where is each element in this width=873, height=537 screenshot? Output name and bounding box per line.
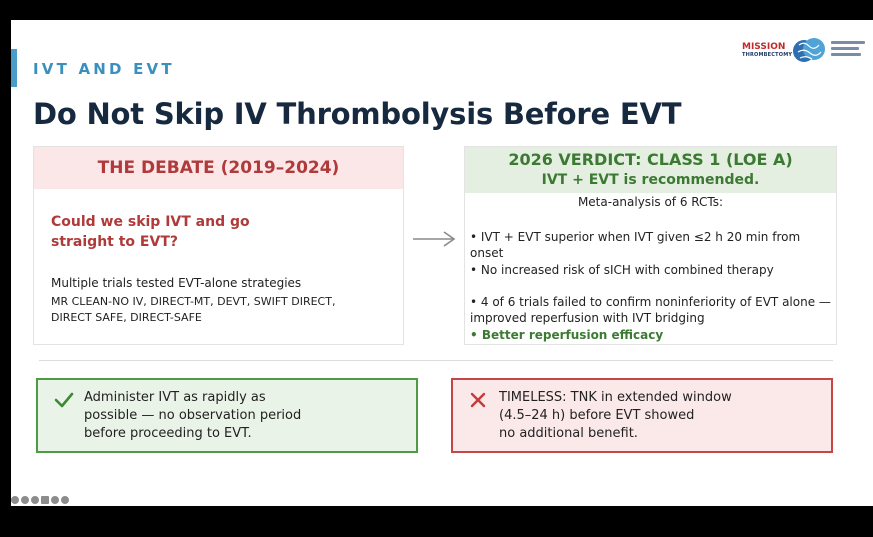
timeless-line: no additional benefit. — [499, 426, 638, 441]
prev-slide-icon[interactable] — [11, 496, 19, 504]
verdict-bullet-highlight: • Better reperfusion efficacy — [470, 328, 664, 342]
recommendation-line: possible — no observation period — [84, 408, 302, 423]
logo — [742, 32, 868, 72]
verdict-bullet-line: • 4 of 6 trials failed to confirm noninferiority of EVT alone — — [470, 295, 831, 309]
page-title: Do Not Skip IV Thrombolysis Before EVT — [33, 97, 682, 131]
logo-tagline — [831, 41, 867, 61]
verdict-bullet: • No increased risk of sICH with combined therapy — [470, 263, 774, 277]
more-options-icon[interactable] — [51, 496, 59, 504]
slides-grid-icon[interactable] — [41, 496, 49, 504]
debate-body: Multiple trials tested EVT-alone strategies — [51, 276, 302, 290]
trials-line: MR CLEAN-NO IV, DIRECT-MT, DEVT, SWIFT DIRECT, — [51, 295, 336, 308]
debate-trials — [51, 294, 391, 326]
verdict-bullet — [470, 229, 832, 261]
recommendation-line: before proceeding to EVT. — [84, 426, 252, 441]
debate-question — [51, 212, 250, 252]
verdict-subtitle: IVT + EVT is recommended. — [541, 172, 760, 188]
debate-question-line: straight to EVT? — [51, 234, 178, 250]
arrow-right-icon — [411, 230, 457, 248]
logo-sub: THROMBECTOMY — [742, 52, 793, 58]
verdict-title: 2026 VERDICT: CLASS 1 (LOE A) — [508, 150, 793, 169]
timeless-text — [499, 389, 732, 443]
brain-logo-icon — [790, 33, 828, 69]
timeless-line: (4.5–24 h) before EVT showed — [499, 408, 695, 423]
slide — [11, 20, 873, 506]
zoom-icon[interactable] — [31, 496, 39, 504]
next-slide-icon[interactable] — [61, 496, 69, 504]
trials-line: DIRECT SAFE, DIRECT-SAFE — [51, 311, 202, 324]
close-icon — [469, 391, 487, 409]
timeless-box — [451, 378, 833, 453]
recommendation-line: Administer IVT as rapidly as — [84, 390, 266, 405]
accent-bar — [11, 49, 17, 87]
debate-panel — [33, 146, 404, 345]
verdict-bullet-line: improved reperfusion with IVT bridging — [470, 311, 705, 325]
divider — [39, 360, 833, 361]
verdict-header — [465, 147, 836, 193]
section-label: IVT AND EVT — [33, 60, 175, 78]
timeless-line: TIMELESS: TNK in extended window — [499, 390, 732, 405]
logo-name: MISSION — [742, 42, 786, 52]
pen-icon[interactable] — [21, 496, 29, 504]
recommendation-text — [84, 389, 301, 443]
debate-question-line: Could we skip IVT and go — [51, 214, 250, 230]
meta-analysis-title: Meta-analysis of 6 RCTs: — [577, 195, 724, 209]
verdict-bullet-line: • IVT + EVT superior when IVT given ≤2 h 20 min from — [470, 230, 801, 244]
verdict-bullet — [470, 294, 832, 326]
presentation-toolbar — [11, 494, 69, 506]
debate-header-text: THE DEBATE (2019–2024) — [97, 158, 340, 178]
recommendation-box — [36, 378, 418, 453]
verdict-bullet-line: onset — [470, 246, 504, 260]
debate-header — [34, 147, 403, 189]
logo-text — [742, 42, 792, 59]
check-icon — [53, 389, 75, 411]
verdict-panel — [464, 146, 837, 345]
